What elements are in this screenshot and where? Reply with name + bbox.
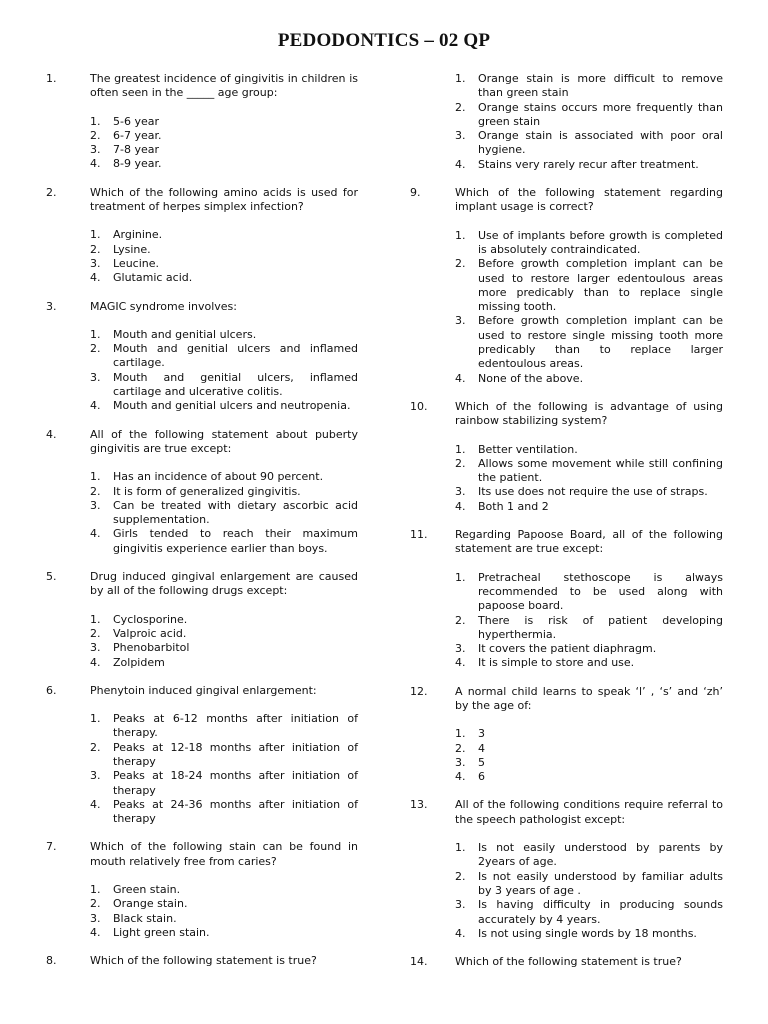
option-number: 2. xyxy=(90,342,101,356)
option-item xyxy=(0,229,723,258)
option-text: Before growth completion implant can be used to restore single missing tooth more predicably than to replace larger edentoulous areas. xyxy=(478,314,723,371)
option-text: It covers the patient diaphragm. xyxy=(478,642,657,656)
option-text: Peaks at 24-36 months after initiation of therapy xyxy=(113,797,358,826)
option-text: Is having difficulty in producing sounds accurately by 4 years. xyxy=(478,898,723,926)
option-text: Light green stain. xyxy=(113,925,210,939)
option-number: 3. xyxy=(90,256,101,270)
question-text: A normal child learns to speak ‘l’ , ‘s’ and ‘zh’ by the age of: xyxy=(455,684,723,712)
option-item xyxy=(0,500,723,514)
question-number: 11. xyxy=(410,528,428,542)
option-item xyxy=(0,372,723,386)
option-text: Mouth and genitial ulcers and neutropenia. xyxy=(113,399,351,413)
question-number: 5. xyxy=(46,570,57,584)
question-item xyxy=(0,798,768,941)
option-text: 4 xyxy=(478,741,485,755)
option-number: 4. xyxy=(90,655,101,669)
option-number: 4. xyxy=(455,656,466,670)
question-text: MAGIC syndrome involves: xyxy=(90,299,237,313)
question-number: 13. xyxy=(410,798,428,812)
option-number: 3. xyxy=(455,129,466,143)
option-number: 2. xyxy=(455,257,466,271)
option-number: 3. xyxy=(455,485,466,499)
option-number: 3. xyxy=(90,143,101,157)
question-number: 12. xyxy=(410,684,428,698)
option-text: Mouth and genitial ulcers, inflamed cartilage and ulcerative colitis. xyxy=(113,370,358,399)
option-text: Stains very rarely recur after treatment. xyxy=(478,157,699,171)
option-item xyxy=(0,457,723,486)
question-item xyxy=(0,955,768,969)
option-item xyxy=(0,571,723,614)
question-text: The greatest incidence of gingivitis in children is often seen in the _____ age group: xyxy=(90,72,358,100)
option-number: 4. xyxy=(455,157,466,171)
question-text: Phenytoin induced gingival enlargement: xyxy=(90,683,317,697)
option-text: Black stain. xyxy=(113,911,177,925)
option-number: 4. xyxy=(90,271,101,285)
option-number: 1. xyxy=(455,72,466,85)
option-number: 3. xyxy=(90,641,101,655)
option-text: Mouth and genitial ulcers. xyxy=(113,327,257,341)
option-text: 6 xyxy=(478,770,485,784)
option-number: 4. xyxy=(90,527,101,541)
option-item xyxy=(0,443,723,457)
option-number: 1. xyxy=(455,442,466,456)
option-text: Leucine. xyxy=(113,256,160,270)
question-text: Regarding Papoose Board, all of the following statement are true except: xyxy=(455,528,723,556)
option-item xyxy=(0,129,723,158)
question-text: Which of the following statement is true? xyxy=(455,955,682,969)
option-text: Both 1 and 2 xyxy=(478,499,549,513)
option-number: 2. xyxy=(90,740,101,754)
option-text: Glutamic acid. xyxy=(113,271,193,285)
option-item xyxy=(0,656,723,670)
question-item xyxy=(0,186,768,386)
option-text: Peaks at 6-12 months after initiation of therapy. xyxy=(113,712,358,740)
question-item xyxy=(0,685,768,785)
option-item xyxy=(0,485,723,499)
option-number: 4. xyxy=(90,797,101,811)
option-text: Allows some movement while still confining the patient. xyxy=(478,456,723,485)
options-list xyxy=(0,229,768,386)
option-text: Orange stains occurs more frequently than green stain xyxy=(478,100,723,128)
option-number: 1. xyxy=(90,612,101,626)
option-text: Orange stain. xyxy=(113,897,188,911)
question-number: 3. xyxy=(46,299,57,313)
option-number: 4. xyxy=(455,499,466,513)
option-number: 3. xyxy=(90,498,101,512)
option-number: 1. xyxy=(455,228,466,242)
page-title: PEDODONTICS – 02 QP xyxy=(277,30,491,51)
option-number: 3. xyxy=(455,898,466,912)
option-number: 4. xyxy=(455,371,466,385)
question-item xyxy=(0,528,768,671)
options-list xyxy=(0,841,768,941)
question-item xyxy=(0,400,768,514)
question-number: 7. xyxy=(46,840,57,854)
option-number: 4. xyxy=(455,926,466,940)
option-text: Is not using single words by 18 months. xyxy=(478,926,697,940)
question-text: Which of the following stain can be found in mouth relatively free from caries? xyxy=(90,840,358,868)
question-text: All of the following conditions require referral to the speech pathologist except: xyxy=(455,798,723,826)
option-number: 1. xyxy=(455,727,466,741)
option-text: 5-6 year xyxy=(113,114,160,128)
option-text: Phenobarbitol xyxy=(113,641,190,655)
option-text: Before growth completion implant can be used to restore larger edentoulous areas more predicably than to replace single missing tooth. xyxy=(478,257,723,314)
option-item xyxy=(0,742,723,756)
option-number: 3. xyxy=(90,911,101,925)
option-item xyxy=(0,72,723,101)
options-list xyxy=(0,443,768,514)
option-item xyxy=(0,158,723,172)
option-text: Has an incidence of about 90 percent. xyxy=(113,470,324,484)
question-number: 14. xyxy=(410,955,428,969)
option-text: There is risk of patient developing hyperthermia. xyxy=(478,613,723,641)
option-number: 1. xyxy=(455,841,466,855)
option-text: Mouth and genitial ulcers and inflamed cartilage. xyxy=(113,342,358,370)
option-text: Is not easily understood by familiar adults by 3 years of age . xyxy=(478,869,723,897)
option-text: Lysine. xyxy=(113,242,151,256)
question-number: 8. xyxy=(46,954,57,968)
option-number: 2. xyxy=(90,128,101,142)
option-number: 2. xyxy=(455,100,466,114)
option-item xyxy=(0,642,723,656)
option-number: 1. xyxy=(90,712,101,726)
option-text: 7-8 year xyxy=(113,143,160,157)
question-text: Which of the following statement is true? xyxy=(90,954,317,968)
option-number: 2. xyxy=(90,242,101,256)
options-list xyxy=(0,571,768,671)
option-number: 4. xyxy=(90,157,101,171)
option-text: Orange stain is more difficult to remove than green stain xyxy=(478,72,723,100)
options-list xyxy=(0,727,768,784)
option-item xyxy=(0,927,723,941)
option-number: 1. xyxy=(90,114,101,128)
option-number: 2. xyxy=(455,456,466,470)
option-number: 3. xyxy=(90,769,101,783)
option-number: 1. xyxy=(90,228,101,242)
option-number: 4. xyxy=(90,925,101,939)
question-text: All of the following statement about puberty gingivitis are true except: xyxy=(90,427,358,455)
option-item xyxy=(0,727,723,741)
option-number: 2. xyxy=(455,613,466,627)
option-item xyxy=(0,898,723,927)
question-number: 1. xyxy=(46,72,57,85)
option-text: 3 xyxy=(478,727,485,741)
option-text: Better ventilation. xyxy=(478,442,578,456)
option-number: 3. xyxy=(90,370,101,384)
option-text: Use of implants before growth is completed is absolutely contraindicated. xyxy=(478,228,723,256)
option-text: 6-7 year. xyxy=(113,128,162,142)
option-number: 2. xyxy=(90,626,101,640)
option-item xyxy=(0,257,723,314)
option-text: Its use does not require the use of straps. xyxy=(478,485,708,499)
question-number: 4. xyxy=(46,427,57,441)
option-item xyxy=(0,870,723,899)
option-item xyxy=(0,614,723,643)
option-item xyxy=(0,841,723,870)
option-number: 3. xyxy=(455,642,466,656)
option-number: 1. xyxy=(455,570,466,584)
option-text: It is form of generalized gingivitis. xyxy=(113,484,301,498)
option-text: Peaks at 18-24 months after initiation of therapy xyxy=(113,769,358,797)
option-item xyxy=(0,314,723,371)
question-text: Which of the following statement regarding implant usage is correct? xyxy=(455,186,723,214)
question-number: 10. xyxy=(410,399,428,413)
option-text: None of the above. xyxy=(478,371,584,385)
option-text: Orange stain is associated with poor oral hygiene. xyxy=(478,129,723,157)
question-number: 2. xyxy=(46,185,57,199)
option-number: 2. xyxy=(90,484,101,498)
option-text: Valproic acid. xyxy=(113,626,187,640)
option-text: Zolpidem xyxy=(113,655,165,669)
option-text: Girls tended to reach their maximum gingivitis experience earlier than boys. xyxy=(113,527,358,555)
option-text: 5 xyxy=(478,755,485,769)
option-item xyxy=(0,770,723,784)
option-number: 3. xyxy=(455,314,466,328)
option-text: Can be treated with dietary ascorbic acid supplementation. xyxy=(113,498,358,527)
option-number: 3. xyxy=(455,755,466,769)
option-number: 4. xyxy=(455,770,466,784)
option-text: Pretracheal stethoscope is always recommended to be used along with papoose board. xyxy=(478,570,723,613)
question-text: Which of the following amino acids is used for treatment of herpes simplex infection? xyxy=(90,185,358,214)
option-number: 4. xyxy=(90,399,101,413)
option-number: 2. xyxy=(455,869,466,883)
option-text: It is simple to store and use. xyxy=(478,656,635,670)
question-text: Drug induced gingival enlargement are caused by all of the following drugs except: xyxy=(90,570,358,598)
option-number: 2. xyxy=(90,897,101,911)
option-number: 1. xyxy=(90,883,101,897)
option-text: 8-9 year. xyxy=(113,157,162,171)
question-number: 6. xyxy=(46,683,57,697)
option-text: Is not easily understood by parents by 2years of age. xyxy=(478,841,723,869)
right-column xyxy=(0,72,768,969)
continued-options-list xyxy=(0,72,768,172)
question-number: 9. xyxy=(410,186,421,200)
option-item xyxy=(0,756,723,770)
option-text: Green stain. xyxy=(113,883,181,897)
option-number: 1. xyxy=(90,470,101,484)
option-number: 1. xyxy=(90,327,101,341)
option-text: Peaks at 12-18 months after initiation of therapy xyxy=(113,740,358,768)
option-text: Arginine. xyxy=(113,228,163,242)
option-text: Cyclosporine. xyxy=(113,612,188,626)
question-text: Which of the following is advantage of using rainbow stabilizing system? xyxy=(455,399,723,428)
option-item xyxy=(0,101,723,130)
option-number: 2. xyxy=(455,741,466,755)
